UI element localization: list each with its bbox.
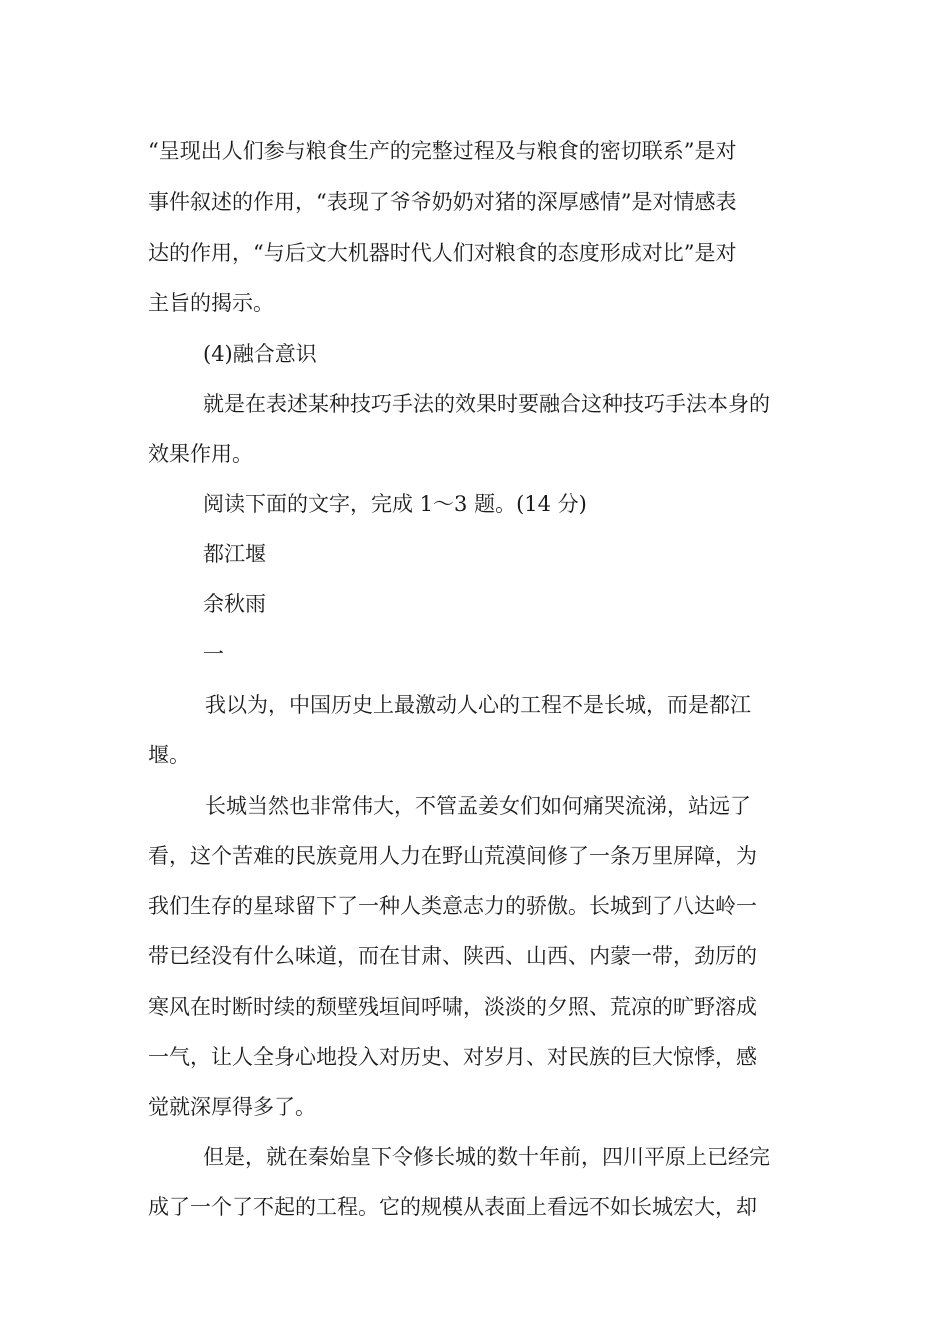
line-text: 一 [203,642,224,666]
reading-instruction [0,484,950,524]
text-line [0,735,950,775]
section-number [0,634,950,674]
line-text: 我们生存的星球留下了一种人类意志力的骄傲。长城到了八达岭一 [148,894,757,918]
line-text: 达的作用，“与后文大机器时代人们对粮食的态度形成对比”是对 [148,241,737,265]
text-line [0,182,950,222]
line-text: 堰。 [148,743,190,767]
text-line [0,1037,950,1077]
text-line [0,936,950,976]
line-text: 我以为，中国历史上最激动人心的工程不是长城，而是都江 [205,693,751,717]
line-text: 效果作用。 [148,442,253,466]
line-text: 长城当然也非常伟大，不管孟姜女们如何痛哭流涕，站远了 [205,794,751,818]
line-text: 余秋雨 [203,592,266,616]
text-line [0,685,950,725]
text-line [0,384,950,424]
line-text: 就是在表述某种技巧手法的效果时要融合这种技巧手法本身的 [203,392,770,416]
line-text: 事件叙述的作用，“表现了爷爷奶奶对猪的深厚感情”是对情感表 [148,190,737,214]
text-line [0,886,950,926]
article-author [0,584,950,624]
line-text: 一气，让人全身心地投入对历史、对岁月、对民族的巨大惊悸，感 [148,1045,757,1069]
text-line [0,1087,950,1127]
line-text: (4)融合意识 [203,342,317,366]
text-line [0,1137,950,1177]
article-title [0,534,950,574]
text-line [0,836,950,876]
text-line [0,131,950,171]
text-line [0,233,950,273]
line-text: 主旨的揭示。 [148,291,274,315]
line-text: 觉就深厚得多了。 [148,1095,316,1119]
line-text: 但是，就在秦始皇下令修长城的数十年前，四川平原上已经完 [203,1145,770,1169]
section-heading [0,334,950,374]
text-line [0,434,950,474]
text-line [0,283,950,323]
line-text: 都江堰 [203,542,266,566]
text-line [0,987,950,1027]
line-text: 带已经没有什么味道，而在甘肃、陕西、山西、内蒙一带，劲厉的 [148,944,757,968]
line-text: 看，这个苦难的民族竟用人力在野山荒漠间修了一条万里屏障，为 [148,844,757,868]
line-text: “呈现出人们参与粮食生产的完整过程及与粮食的密切联系”是对 [148,139,737,163]
line-text: 寒风在时断时续的颓壁残垣间呼啸，淡淡的夕照、荒凉的旷野溶成 [148,995,757,1019]
text-line [0,786,950,826]
line-text: 阅读下面的文字，完成 1～3 题。(14 分) [203,492,587,516]
text-line [0,1187,950,1227]
line-text: 成了一个了不起的工程。它的规模从表面上看远不如长城宏大，却 [148,1195,757,1219]
